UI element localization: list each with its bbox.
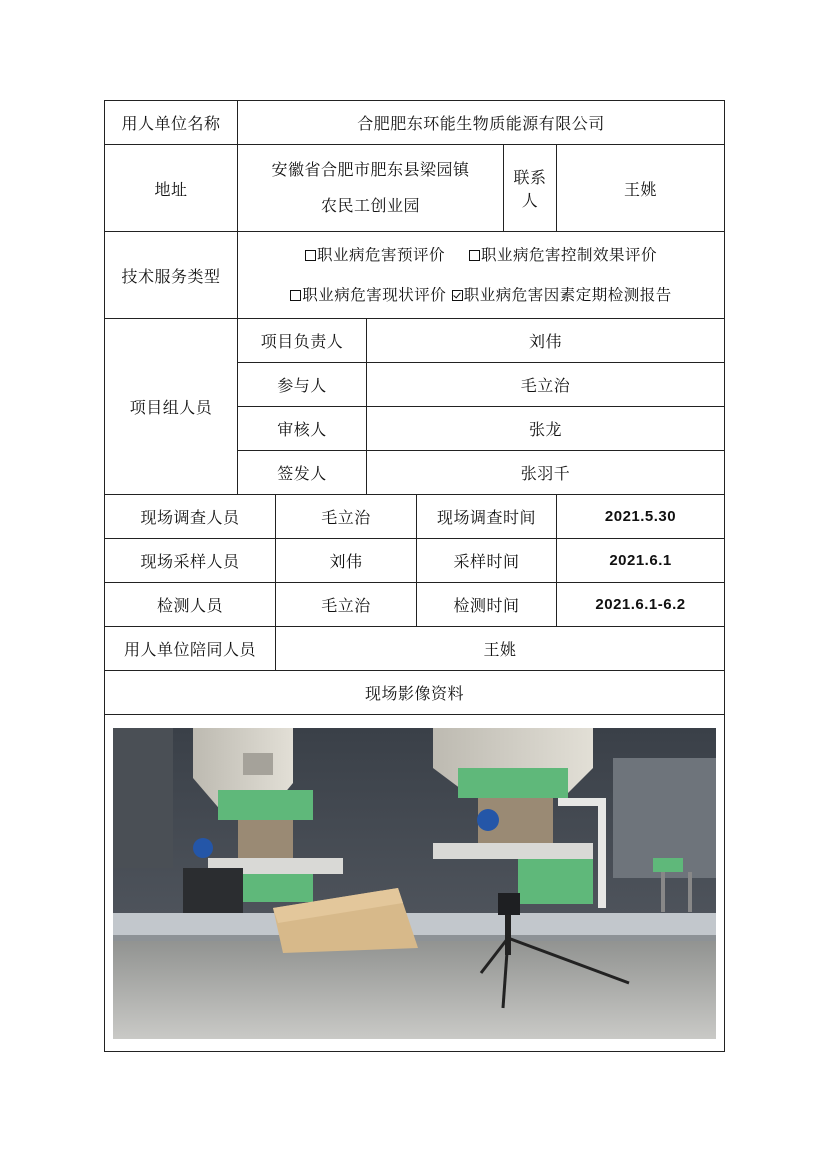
survey-time-value: 2021.5.30 bbox=[557, 495, 725, 539]
survey-staff-value: 毛立治 bbox=[276, 495, 417, 539]
service-option-status-assessment[interactable]: 职业病危害现状评价 bbox=[290, 286, 446, 304]
team-label: 项目组人员 bbox=[105, 319, 238, 495]
team-name-reviewer: 张龙 bbox=[367, 407, 725, 451]
team-name-issuer: 张羽千 bbox=[367, 451, 725, 495]
service-options-row-2 bbox=[242, 275, 720, 315]
employer-value: 合肥肥东环能生物质能源有限公司 bbox=[238, 101, 725, 145]
sampling-time-value: 2021.6.1 bbox=[557, 539, 725, 583]
team-role-lead: 项目负责人 bbox=[238, 319, 367, 363]
contact-value: 王姚 bbox=[557, 145, 725, 232]
escort-value: 王姚 bbox=[276, 627, 725, 671]
team-name-lead: 刘伟 bbox=[367, 319, 725, 363]
service-options-row-1 bbox=[242, 235, 720, 275]
sampling-time-label: 采样时间 bbox=[417, 539, 557, 583]
survey-time-label: 现场调查时间 bbox=[417, 495, 557, 539]
site-photo bbox=[113, 728, 716, 1039]
team-name-participant: 毛立治 bbox=[367, 363, 725, 407]
sampling-staff-label: 现场采样人员 bbox=[105, 539, 276, 583]
escort-label: 用人单位陪同人员 bbox=[105, 627, 276, 671]
checkbox-icon[interactable] bbox=[290, 290, 301, 301]
test-time-label: 检测时间 bbox=[417, 583, 557, 627]
survey-staff-label: 现场调查人员 bbox=[105, 495, 276, 539]
team-role-issuer: 签发人 bbox=[238, 451, 367, 495]
service-option-pre-assessment[interactable]: 职业病危害预评价 bbox=[305, 246, 445, 264]
address-line-1: 安徽省合肥市肥东县梁园镇 bbox=[271, 160, 470, 179]
checkbox-checked-icon[interactable] bbox=[452, 290, 463, 301]
service-type-label: 技术服务类型 bbox=[105, 232, 238, 319]
address-label: 地址 bbox=[105, 145, 238, 232]
test-time-value: 2021.6.1-6.2 bbox=[557, 583, 725, 627]
employer-label: 用人单位名称 bbox=[105, 101, 238, 145]
photo-section-label: 现场影像资料 bbox=[105, 671, 725, 715]
service-option-periodic-testing[interactable]: 职业病危害因素定期检测报告 bbox=[452, 286, 672, 304]
team-role-reviewer: 审核人 bbox=[238, 407, 367, 451]
team-role-participant: 参与人 bbox=[238, 363, 367, 407]
service-option-control-effect[interactable]: 职业病危害控制效果评价 bbox=[469, 246, 657, 264]
address-value bbox=[238, 145, 504, 232]
service-type-options bbox=[238, 232, 725, 319]
checkbox-icon[interactable] bbox=[469, 250, 480, 261]
test-staff-value: 毛立治 bbox=[276, 583, 417, 627]
contact-label: 联系人 bbox=[504, 145, 557, 232]
info-form-table bbox=[104, 100, 725, 1052]
sampling-staff-value: 刘伟 bbox=[276, 539, 417, 583]
address-line-2: 农民工创业园 bbox=[320, 196, 420, 215]
test-staff-label: 检测人员 bbox=[105, 583, 276, 627]
checkbox-icon[interactable] bbox=[305, 250, 316, 261]
photo-cell bbox=[105, 715, 725, 1052]
